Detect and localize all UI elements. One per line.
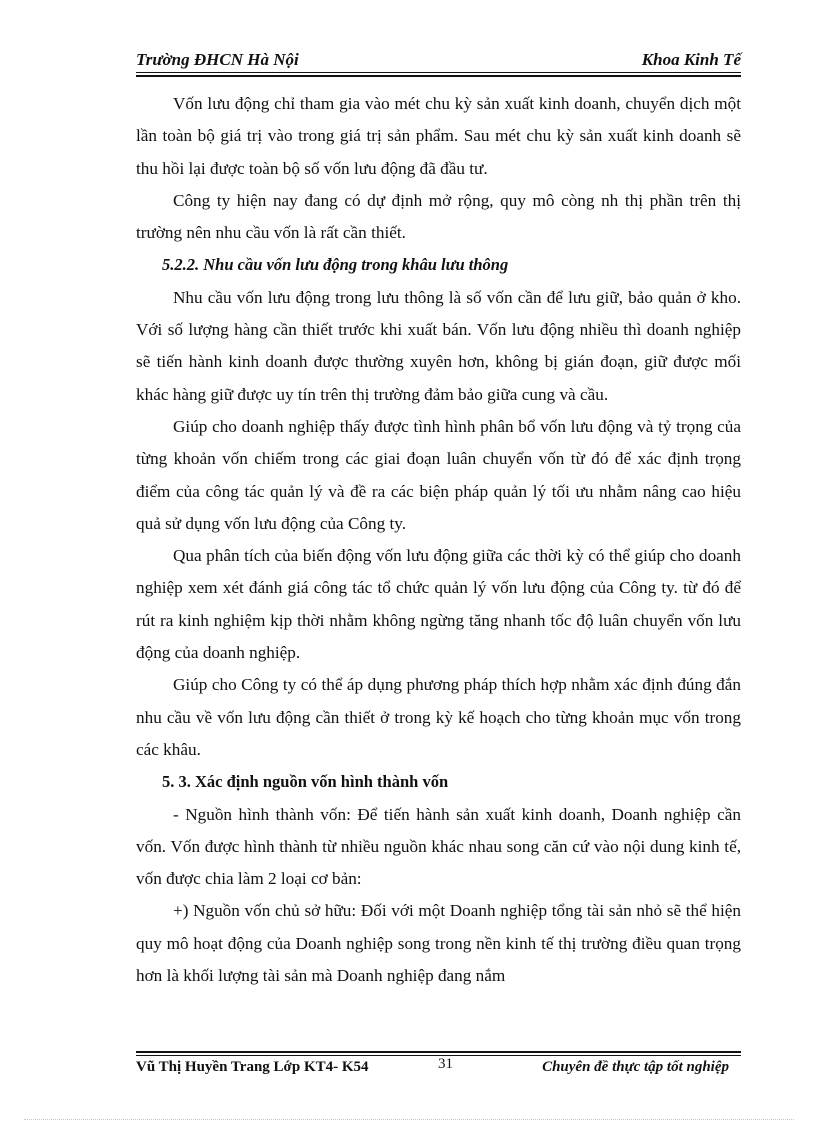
footer-page-number: 31 [438, 1056, 453, 1072]
page-body [136, 88, 741, 992]
header-rule-thin [136, 72, 741, 73]
paragraph-5: Qua phân tích của biến động vốn lưu động giữa các thời kỳ có thể giúp cho doanh nghiệp xem xét đánh giá công tác tổ chức quản lý vốn lưu động của Công ty. từ đó để rút ra kinh nghiệm kịp thời nhằm không ngừng tăng nhanh tốc độ luân chuyển vốn lưu động của doanh nghiệp. [136, 546, 741, 663]
paragraph-3: Nhu cầu vốn lưu động trong lưu thông là số vốn cần để lưu giữ, bảo quản ở kho. Với số lượng hàng cần thiết trước khi xuất bán. Vốn lưu động nhiều thì doanh nghiệp sẽ tiến hành kinh doanh được thường xuyên hơn, không bị gián đoạn, giữ được mối khác hàng giữ được uy tín trên thị trường đảm bảo giữa cung và cầu. [136, 287, 741, 404]
header-rule-thick [136, 75, 741, 77]
section-heading-5-3: 5. 3. Xác định nguồn vốn hình thành vốn [162, 772, 449, 792]
paragraph-1: Vốn lưu động chỉ tham gia vào mét chu kỳ sản xuất kinh doanh, chuyển dịch một lần toàn bộ giá trị vào trong giá trị sản phẩm. Sau mét chu kỳ sản xuất kinh doanh sẽ thu hồi lại được toàn bộ số vốn lưu động đã đầu tư. [136, 94, 741, 178]
header-faculty-name: Khoa Kinh Tế [641, 50, 741, 69]
paragraph-2: Công ty hiện nay đang có dự định mở rộng, quy mô còng nh thị phần trên thị trường nên nhu cầu vốn là rất cần thiết. [136, 190, 741, 243]
footer-rule-thick [136, 1051, 741, 1053]
paragraph-7: - Nguồn hình thành vốn: Để tiến hành sản xuất kinh doanh, Doanh nghiệp cần vốn. Vốn được hình thành từ nhiều nguồn khác nhau song căn cứ vào nội dung kinh tế, vốn được chia làm 2 loại cơ bản: [136, 804, 741, 889]
page-footer [136, 1058, 741, 1080]
footer-document-title: Chuyên đề thực tập tốt nghiệp [542, 1059, 729, 1075]
footer-author: Vũ Thị Huyền Trang Lớp KT4- K54 [136, 1059, 369, 1075]
page-header [136, 50, 741, 72]
page-bottom-edge [24, 1119, 794, 1120]
section-heading-5-2-2: 5.2.2. Nhu cầu vốn lưu động trong khâu lưu thông [162, 255, 509, 275]
header-school-name: Trường ĐHCN Hà Nội [136, 50, 299, 69]
paragraph-6: Giúp cho Công ty có thể áp dụng phương pháp thích hợp nhằm xác định đúng đắn nhu cầu về vốn lưu động cần thiết ở trong kỳ kế hoạch cho từng khoản mục vốn trong các khâu. [136, 675, 741, 759]
paragraph-8: +) Nguồn vốn chủ sở hữu: Đối với một Doanh nghiệp tổng tài sản nhỏ sẽ thể hiện quy mô hoạt động của Doanh nghiệp song trong nền kinh tế thị trường điều quan trọng hơn là khối lượng tài sản mà Doanh nghiệp đang nắm [136, 901, 741, 986]
paragraph-4: Giúp cho doanh nghiệp thấy được tình hình phân bổ vốn lưu động và tỷ trọng của từng khoản vốn chiếm trong các giai đoạn luân chuyển vốn từ đó để xác định trọng điểm của công tác quản lý và đề ra các biện pháp quản lý tối ưu nhằm nâng cao hiệu quả sử dụng vốn lưu động của Công ty. [136, 416, 741, 533]
